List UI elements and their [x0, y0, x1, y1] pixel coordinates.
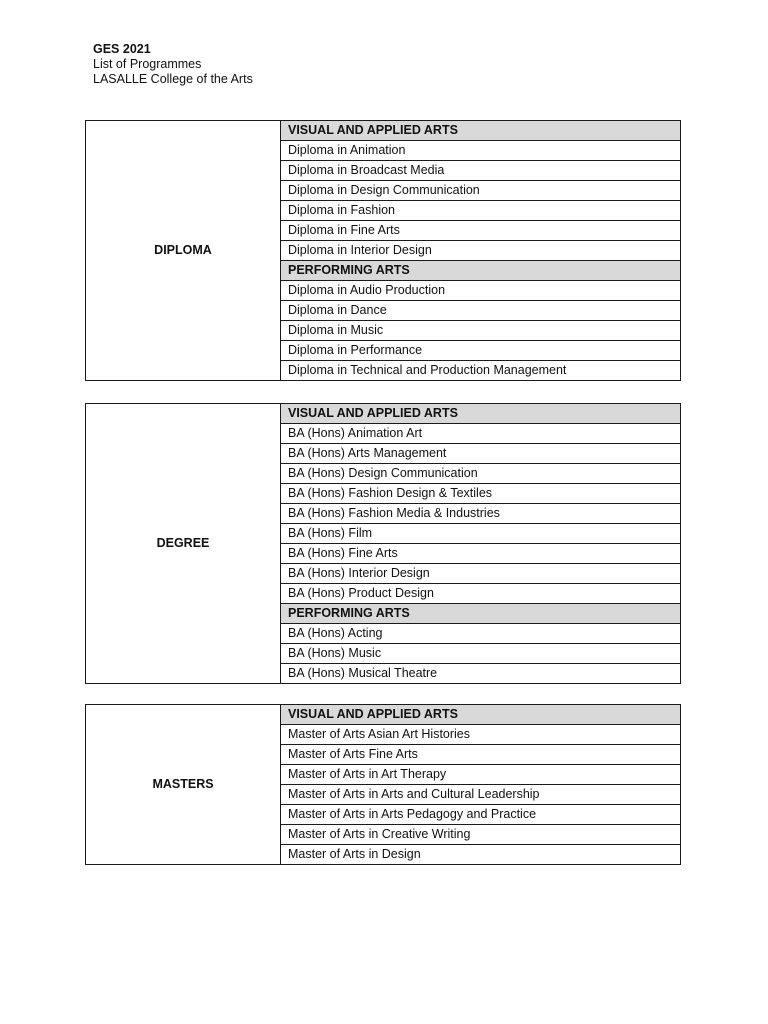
programme-name: BA (Hons) Fashion Media & Industries — [281, 504, 681, 524]
programme-name: Master of Arts in Arts and Cultural Leadership — [281, 785, 681, 805]
section-header-row — [86, 705, 681, 725]
institution-name: LASALLE College of the Arts — [93, 72, 253, 86]
programme-name: BA (Hons) Animation Art — [281, 424, 681, 444]
programme-name: Diploma in Broadcast Media — [281, 161, 681, 181]
section-header-row — [86, 121, 681, 141]
programme-name: BA (Hons) Film — [281, 524, 681, 544]
qualification-level-label: DEGREE — [86, 404, 281, 684]
document-subtitle: List of Programmes — [93, 57, 202, 71]
programme-name: BA (Hons) Acting — [281, 624, 681, 644]
programme-name: Diploma in Dance — [281, 301, 681, 321]
programme-name: Diploma in Animation — [281, 141, 681, 161]
section-heading: VISUAL AND APPLIED ARTS — [281, 404, 681, 424]
programme-name: Diploma in Technical and Production Management — [281, 361, 681, 381]
programme-name: BA (Hons) Fashion Design & Textiles — [281, 484, 681, 504]
section-heading: PERFORMING ARTS — [281, 604, 681, 624]
diploma-programmes-table — [85, 120, 681, 381]
qualification-level-label: MASTERS — [86, 705, 281, 865]
document-header — [93, 42, 253, 87]
programme-name: Diploma in Design Communication — [281, 181, 681, 201]
programme-name: Master of Arts in Art Therapy — [281, 765, 681, 785]
programme-name: BA (Hons) Fine Arts — [281, 544, 681, 564]
programme-name: Diploma in Audio Production — [281, 281, 681, 301]
programme-name: Master of Arts in Creative Writing — [281, 825, 681, 845]
programme-name: BA (Hons) Design Communication — [281, 464, 681, 484]
section-heading: PERFORMING ARTS — [281, 261, 681, 281]
programme-name: Diploma in Performance — [281, 341, 681, 361]
degree-programmes-table — [85, 403, 681, 684]
section-heading: VISUAL AND APPLIED ARTS — [281, 121, 681, 141]
programme-name: Master of Arts Asian Art Histories — [281, 725, 681, 745]
programme-name: Diploma in Music — [281, 321, 681, 341]
programme-name: BA (Hons) Arts Management — [281, 444, 681, 464]
programme-name: Master of Arts Fine Arts — [281, 745, 681, 765]
programme-name: Master of Arts in Arts Pedagogy and Practice — [281, 805, 681, 825]
qualification-level-label: DIPLOMA — [86, 121, 281, 381]
programme-name: BA (Hons) Interior Design — [281, 564, 681, 584]
programme-name: Master of Arts in Design — [281, 845, 681, 865]
programme-name: Diploma in Fashion — [281, 201, 681, 221]
programme-name: BA (Hons) Musical Theatre — [281, 664, 681, 684]
section-heading: VISUAL AND APPLIED ARTS — [281, 705, 681, 725]
programme-name: Diploma in Interior Design — [281, 241, 681, 261]
programme-name: BA (Hons) Product Design — [281, 584, 681, 604]
masters-programmes-table — [85, 704, 681, 865]
programme-name: BA (Hons) Music — [281, 644, 681, 664]
document-title: GES 2021 — [93, 42, 151, 56]
section-header-row — [86, 404, 681, 424]
programme-name: Diploma in Fine Arts — [281, 221, 681, 241]
